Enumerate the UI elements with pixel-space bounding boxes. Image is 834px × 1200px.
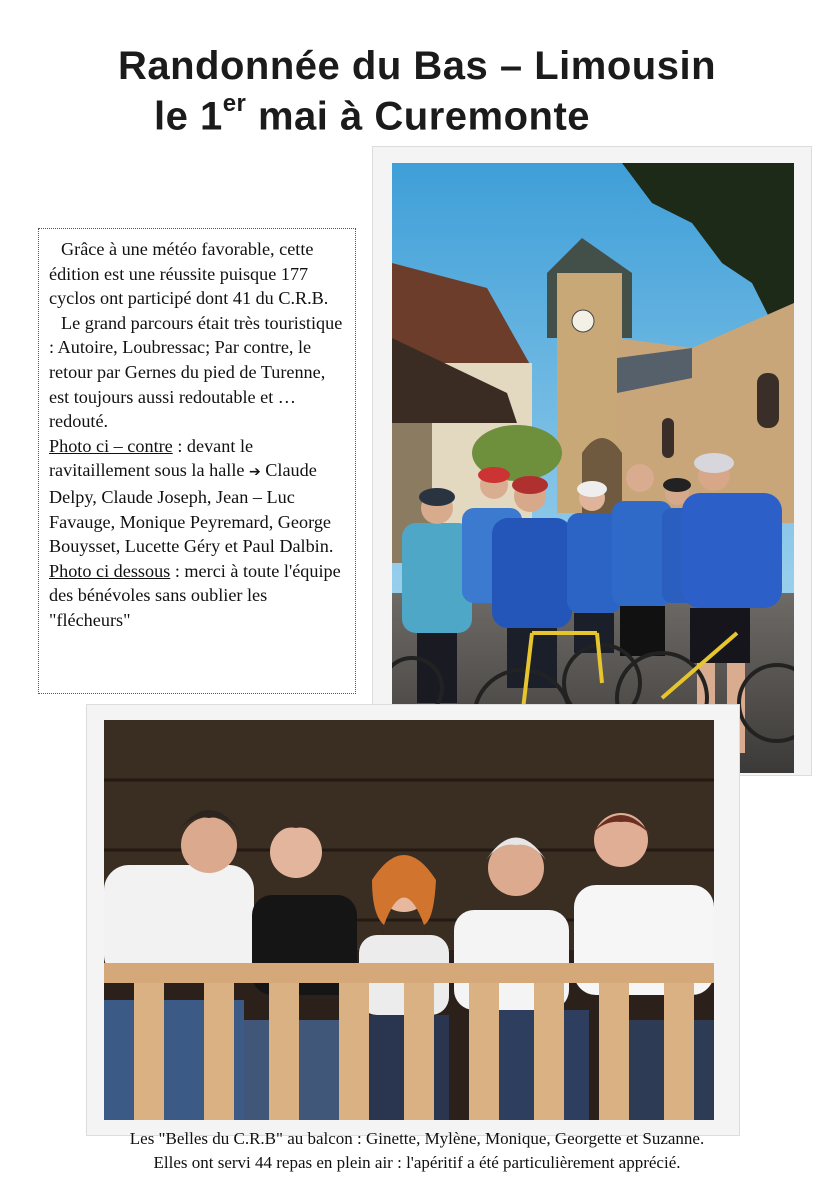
article-paragraph-photo-bottom <box>49 559 347 633</box>
photo-top-names: Claude Delpy, Claude Joseph, Jean – Luc Favauge, Monique Peyremard, George Bouysset, Lucette Géry et Paul Dalbin. <box>49 460 334 557</box>
photo-top-label: Photo ci – contre <box>49 435 173 456</box>
subtitle-superscript: er <box>222 90 247 117</box>
photo-caption-line2: Elles ont servi 44 repas en plein air : l'apéritif a été particulièrement apprécié. <box>153 1153 681 1172</box>
right-arrow-icon: ➔ <box>249 464 261 481</box>
photo-top-text: : devant le ravitaillement sous la halle <box>49 435 254 481</box>
page-subtitle <box>0 90 789 139</box>
balcony-photo <box>104 720 714 1120</box>
article-paragraph-route: Le grand parcours était très touristique : Autoire, Loubressac; Par contre, le retour par Gernes du pied de Turenne, est toujours aussi redoutable et …redouté. <box>49 312 343 432</box>
photo-bottom-text: : merci à toute l'équipe des bénévoles sans oublier les "flécheurs" <box>49 560 341 630</box>
cyclists-photo <box>392 163 794 773</box>
article-text-box <box>38 228 356 694</box>
photo-bottom-label: Photo ci dessous <box>49 560 171 581</box>
photo-caption-line1: Les "Belles du C.R.B" au balcon : Ginette, Mylène, Monique, Georgette et Suzanne. <box>129 1129 705 1148</box>
page-title: Randonnée du Bas – Limousin <box>117 44 716 88</box>
balcony-photo-image <box>104 720 714 1120</box>
subtitle-prefix: le 1 <box>153 94 223 139</box>
subtitle-suffix: mai à Curemonte <box>246 94 591 139</box>
article-paragraph-weather: Grâce à une météo favorable, cette édition est une réussite puisque 177 cyclos ont participé dont 41 du C.R.B. <box>49 239 329 309</box>
article-paragraph-photo-top <box>49 434 347 559</box>
cyclists-photo-image <box>392 163 794 773</box>
